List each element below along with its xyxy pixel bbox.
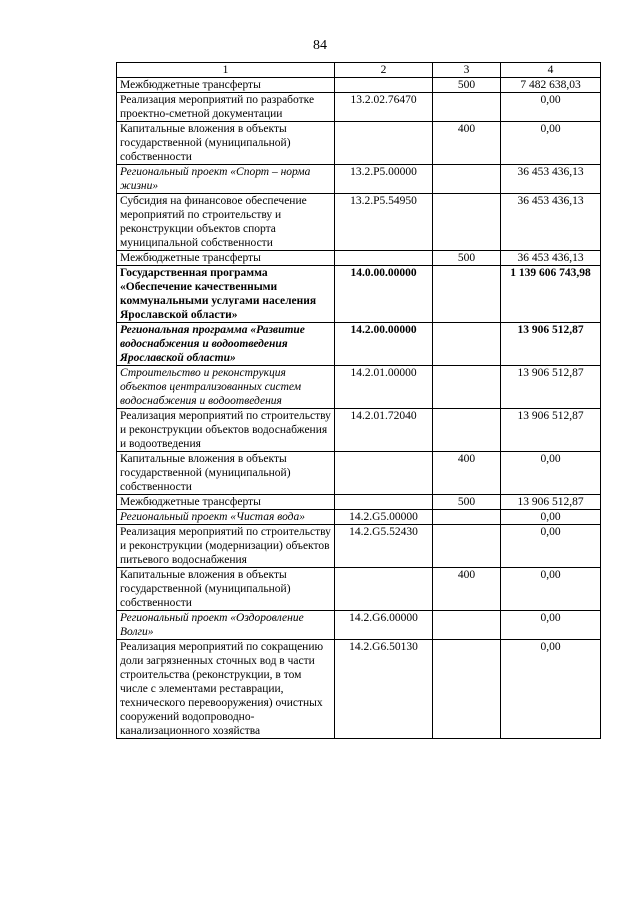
row-vr-cell [433,323,501,366]
row-amount-cell: 0,00 [501,510,601,525]
row-code-cell: 14.2.G5.00000 [335,510,433,525]
row-vr-cell [433,510,501,525]
row-amount-cell: 0,00 [501,640,601,739]
page-number: 84 [313,38,327,53]
row-code-cell [335,452,433,495]
row-name-cell: Реализация мероприятий по строительству и реконструкции объектов водоснабжения и водоотведения [117,409,335,452]
table-row [117,452,601,495]
row-vr-cell [433,93,501,122]
table-row [117,495,601,510]
row-code-cell: 14.2.01.00000 [335,366,433,409]
row-amount-cell: 0,00 [501,611,601,640]
row-code-cell: 13.2.P5.54950 [335,194,433,251]
row-vr-cell: 400 [433,122,501,165]
row-name-cell: Реализация мероприятий по разработке проектно-сметной документации [117,93,335,122]
row-amount-cell: 1 139 606 743,98 [501,266,601,323]
row-vr-cell: 500 [433,495,501,510]
table-row [117,194,601,251]
column-header: 2 [335,63,433,78]
row-amount-cell: 0,00 [501,525,601,568]
row-code-cell: 14.0.00.00000 [335,266,433,323]
row-name-cell: Межбюджетные трансферты [117,78,335,93]
row-vr-cell [433,409,501,452]
row-name-cell: Региональный проект «Спорт – норма жизни» [117,165,335,194]
row-amount-cell: 0,00 [501,122,601,165]
row-code-cell: 13.2.P5.00000 [335,165,433,194]
row-vr-cell [433,525,501,568]
table-row [117,323,601,366]
table-header-row [117,63,601,78]
row-amount-cell: 13 906 512,87 [501,323,601,366]
row-amount-cell: 13 906 512,87 [501,409,601,452]
table-row [117,366,601,409]
budget-table [116,62,601,739]
row-name-cell: Субсидия на финансовое обеспечение мероприятий по строительству и реконструкции объектов спорта муниципальной собственности [117,194,335,251]
row-name-cell: Государственная программа «Обеспечение качественными коммунальными услугами населения Ярославской области» [117,266,335,323]
row-code-cell [335,122,433,165]
table-row [117,93,601,122]
row-name-cell: Межбюджетные трансферты [117,495,335,510]
row-amount-cell: 0,00 [501,568,601,611]
row-name-cell: Капитальные вложения в объекты государственной (муниципальной) собственности [117,122,335,165]
row-name-cell: Реализация мероприятий по строительству и реконструкции (модернизации) объектов питьевого водоснабжения [117,525,335,568]
row-vr-cell: 500 [433,78,501,93]
row-name-cell: Межбюджетные трансферты [117,251,335,266]
row-code-cell: 14.2.G5.52430 [335,525,433,568]
table-row [117,409,601,452]
row-code-cell: 14.2.G6.50130 [335,640,433,739]
row-name-cell: Строительство и реконструкция объектов централизованных систем водоснабжения и водоотведения [117,366,335,409]
row-vr-cell [433,266,501,323]
row-amount-cell: 36 453 436,13 [501,251,601,266]
row-name-cell: Капитальные вложения в объекты государственной (муниципальной) собственности [117,452,335,495]
row-amount-cell: 13 906 512,87 [501,495,601,510]
table-row [117,611,601,640]
row-name-cell: Реализация мероприятий по сокращению доли загрязненных сточных вод в части строительства (реконструкции, в том числе с элементами реставрации, технического перевооружения) очистных сооружений водопроводно-канализационного хозяйства [117,640,335,739]
row-amount-cell: 0,00 [501,93,601,122]
row-vr-cell [433,165,501,194]
row-vr-cell [433,640,501,739]
row-vr-cell: 400 [433,568,501,611]
table-row [117,165,601,194]
table-row [117,510,601,525]
row-code-cell [335,251,433,266]
table-row [117,251,601,266]
row-code-cell: 14.2.00.00000 [335,323,433,366]
row-name-cell: Региональный проект «Оздоровление Волги» [117,611,335,640]
column-header: 3 [433,63,501,78]
row-amount-cell: 13 906 512,87 [501,366,601,409]
column-header: 4 [501,63,601,78]
row-code-cell [335,495,433,510]
row-code-cell [335,78,433,93]
row-amount-cell: 7 482 638,03 [501,78,601,93]
table-row [117,525,601,568]
row-amount-cell: 36 453 436,13 [501,194,601,251]
row-code-cell: 13.2.02.76470 [335,93,433,122]
row-vr-cell: 400 [433,452,501,495]
row-name-cell: Региональный проект «Чистая вода» [117,510,335,525]
row-code-cell [335,568,433,611]
row-name-cell: Региональная программа «Развитие водоснабжения и водоотведения Ярославской области» [117,323,335,366]
row-vr-cell: 500 [433,251,501,266]
row-vr-cell [433,366,501,409]
table-row [117,568,601,611]
row-vr-cell [433,611,501,640]
table-row [117,640,601,739]
row-code-cell: 14.2.01.72040 [335,409,433,452]
row-amount-cell: 36 453 436,13 [501,165,601,194]
row-name-cell: Капитальные вложения в объекты государственной (муниципальной) собственности [117,568,335,611]
row-vr-cell [433,194,501,251]
table-row [117,122,601,165]
table-row [117,266,601,323]
row-code-cell: 14.2.G6.00000 [335,611,433,640]
table-row [117,78,601,93]
row-amount-cell: 0,00 [501,452,601,495]
column-header: 1 [117,63,335,78]
